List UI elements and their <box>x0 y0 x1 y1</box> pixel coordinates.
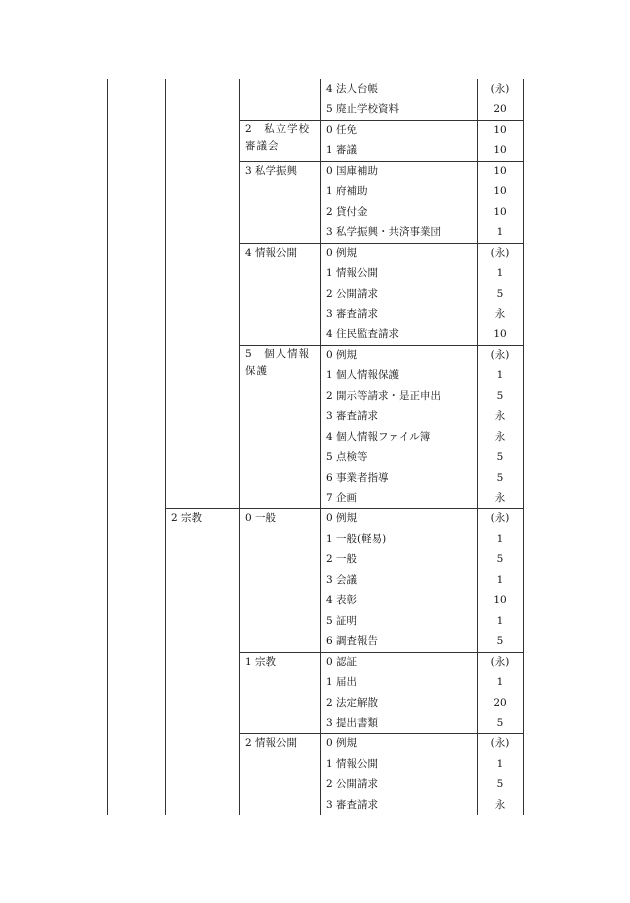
retention-period: 1 <box>496 369 504 382</box>
retention-period: 1 <box>496 532 504 545</box>
row-rule <box>239 652 524 653</box>
category-level4: 6 調査報告 <box>326 635 379 648</box>
retention-period: 1 <box>496 614 504 627</box>
column-rule <box>239 79 240 815</box>
retention-period: 永 <box>494 798 506 811</box>
category-level4: 4 個人情報ファイル簿 <box>326 430 431 443</box>
category-level4: 4 法人台帳 <box>326 83 379 95</box>
category-level4: 2 公開請求 <box>326 287 379 300</box>
retention-period: 20 <box>493 103 507 116</box>
column-rule <box>477 79 478 815</box>
row-rule <box>239 243 524 244</box>
retention-period: 20 <box>493 696 507 709</box>
column-rule <box>320 79 321 815</box>
retention-period: 5 <box>496 451 504 464</box>
category-level4: 1 情報公開 <box>326 267 379 280</box>
category-level4: 2 貸付金 <box>326 205 368 218</box>
retention-period: 10 <box>493 144 507 157</box>
retention-period: (永) <box>490 83 510 95</box>
category-level4: 0 国庫補助 <box>326 164 379 177</box>
category-level4: 0 例規 <box>326 246 358 259</box>
category-level4: 3 審査請求 <box>326 798 379 811</box>
retention-period: 1 <box>496 676 504 689</box>
retention-period: (永) <box>490 512 510 525</box>
category-level3: 3 私学振興 <box>245 164 298 177</box>
retention-period: 5 <box>496 287 504 300</box>
retention-period: 1 <box>496 267 504 280</box>
category-level4: 3 審査請求 <box>326 307 379 320</box>
retention-period: 10 <box>493 205 507 218</box>
category-level4: 0 例規 <box>326 348 358 361</box>
category-level4: 4 表彰 <box>326 594 358 607</box>
category-level3: 4 情報公開 <box>245 246 298 259</box>
category-level4: 1 府補助 <box>326 185 368 198</box>
retention-period: (永) <box>490 246 510 259</box>
retention-period: 5 <box>496 778 504 791</box>
retention-period: 1 <box>496 573 504 586</box>
category-level4: 6 事業者指導 <box>326 471 389 484</box>
retention-period: 永 <box>494 492 506 504</box>
category-level2: 2 宗教 <box>171 512 203 525</box>
retention-period: 5 <box>496 553 504 566</box>
category-level4: 3 提出書類 <box>326 716 379 729</box>
retention-period: 10 <box>493 185 507 198</box>
category-level4: 0 例規 <box>326 737 358 750</box>
category-level3: 5 個人情報保護 <box>245 347 311 377</box>
column-rule <box>107 79 108 815</box>
category-level4: 2 法定解散 <box>326 696 379 709</box>
retention-period: 1 <box>496 226 504 239</box>
retention-period: 5 <box>496 389 504 402</box>
category-level4: 3 会議 <box>326 573 358 586</box>
category-level4: 2 開示等請求・是正申出 <box>326 389 442 402</box>
category-level4: 4 住民監査請求 <box>326 328 400 341</box>
column-rule <box>523 79 524 815</box>
category-level4: 0 任免 <box>326 123 358 136</box>
retention-period: 5 <box>496 471 504 484</box>
category-level4: 1 情報公開 <box>326 757 379 770</box>
retention-period: (永) <box>490 737 510 750</box>
retention-period: 永 <box>494 410 506 423</box>
row-rule <box>239 161 524 162</box>
retention-period: 1 <box>496 757 504 770</box>
retention-period: (永) <box>490 348 510 361</box>
retention-period: (永) <box>490 655 510 668</box>
category-level3: 1 宗教 <box>245 655 277 668</box>
category-level4: 5 廃止学校資料 <box>326 103 400 116</box>
category-level4: 2 公開請求 <box>326 778 379 791</box>
category-level4: 1 一般(軽易) <box>326 532 387 545</box>
category-level4: 7 企画 <box>326 492 358 504</box>
category-level4: 5 証明 <box>326 614 358 627</box>
category-level4: 1 届出 <box>326 676 358 689</box>
retention-period: 10 <box>493 123 507 136</box>
category-level3: 0 一般 <box>245 512 277 525</box>
category-level4: 1 審議 <box>326 144 358 157</box>
category-level4: 3 審査請求 <box>326 410 379 423</box>
category-level3: 2 情報公開 <box>245 737 298 750</box>
category-level4: 1 個人情報保護 <box>326 369 400 382</box>
category-level4: 3 私学振興・共済事業団 <box>326 226 442 239</box>
retention-period: 5 <box>496 635 504 648</box>
category-level4: 0 例規 <box>326 512 358 525</box>
category-level4: 2 一般 <box>326 553 358 566</box>
retention-period: 永 <box>494 307 506 320</box>
column-rule <box>165 79 166 815</box>
category-level3: 2 私立学校審議会 <box>245 122 311 152</box>
row-rule <box>239 733 524 734</box>
category-level4: 5 点検等 <box>326 451 368 464</box>
row-rule <box>165 508 524 509</box>
retention-period: 10 <box>493 328 507 341</box>
category-level4: 0 認証 <box>326 655 358 668</box>
retention-period: 永 <box>494 430 506 443</box>
retention-period: 5 <box>496 716 504 729</box>
retention-period: 10 <box>493 164 507 177</box>
retention-period: 10 <box>493 594 507 607</box>
